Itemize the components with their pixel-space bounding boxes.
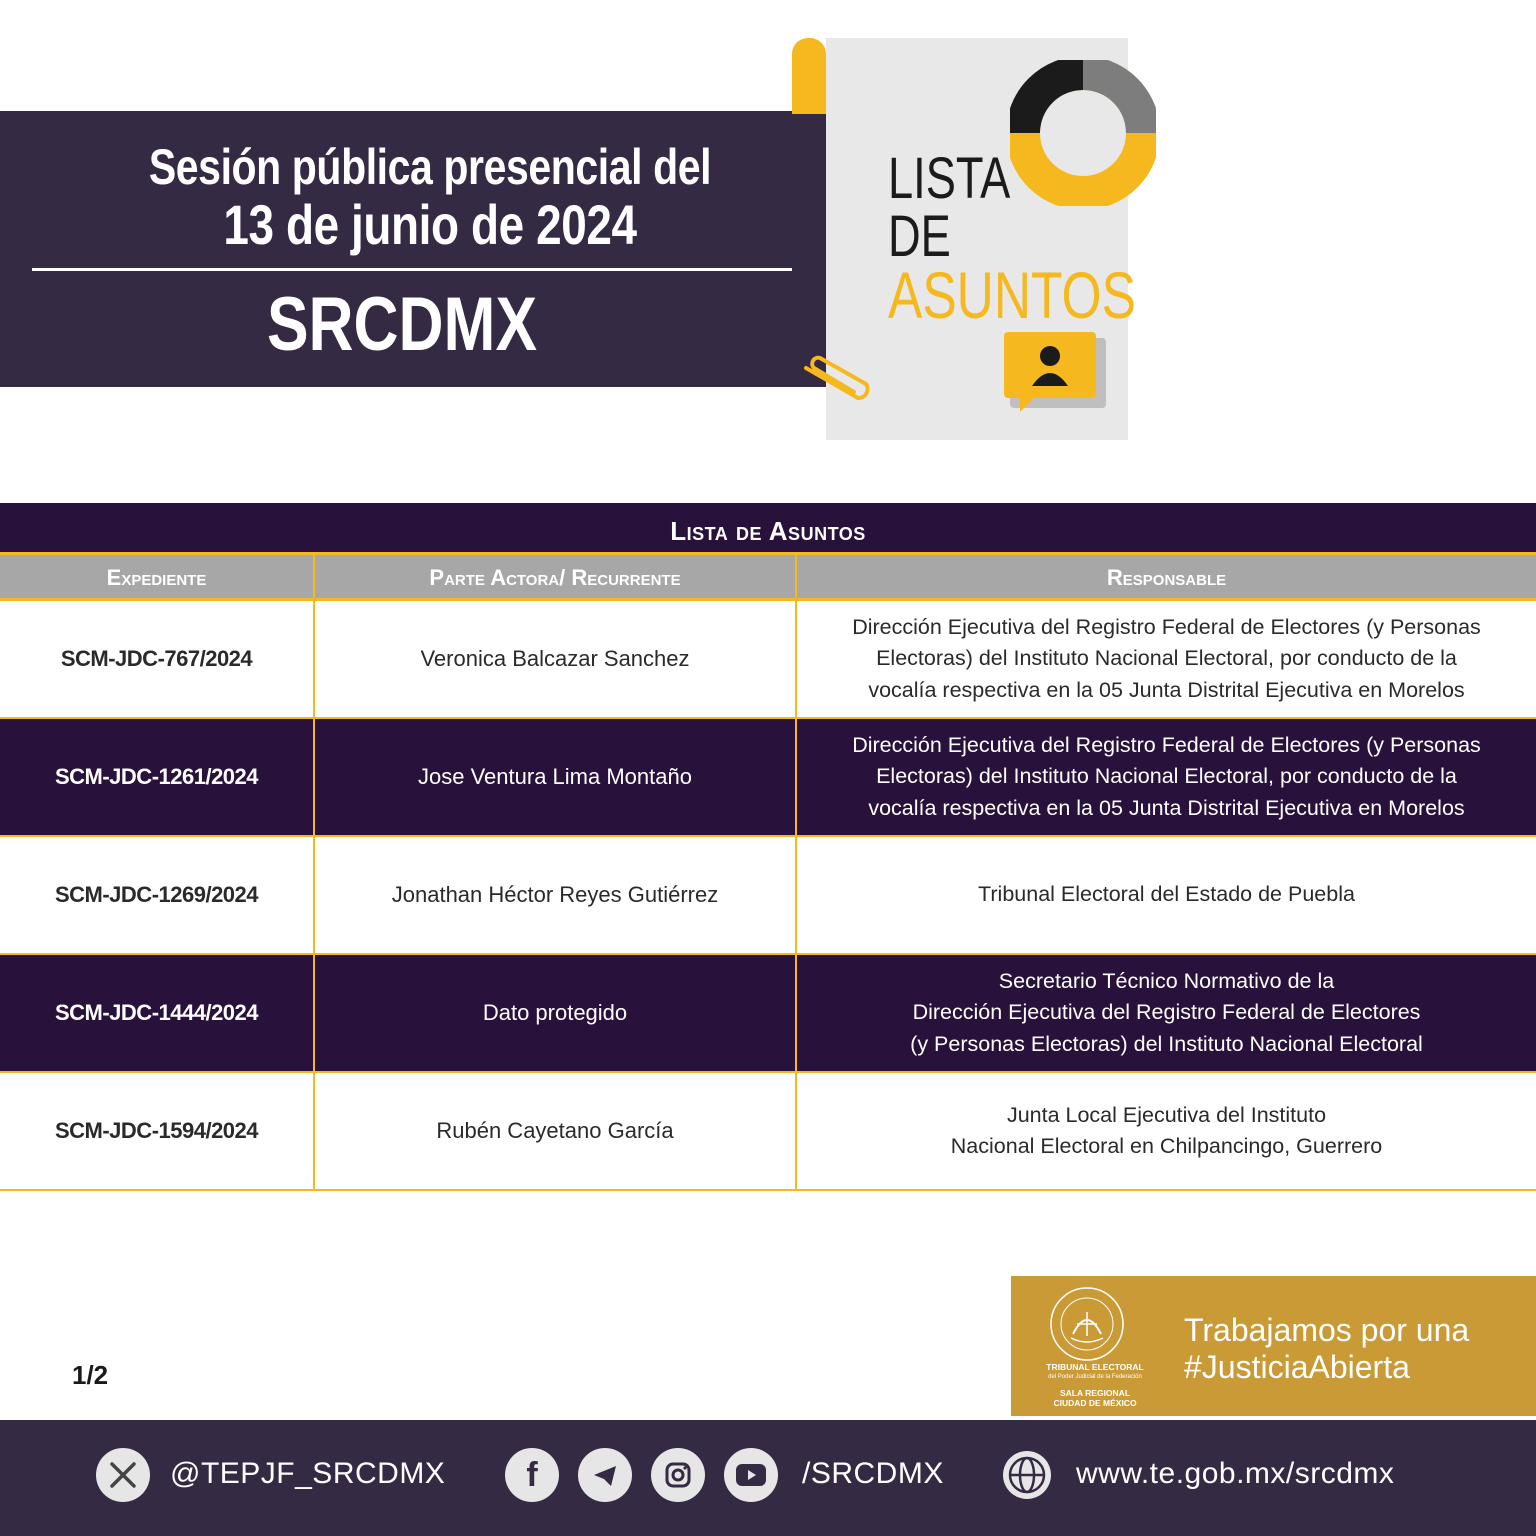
cell-responsable: Dirección Ejecutiva del Registro Federal de Electores (y Personas Electoras) del Instituto Nacional Electoral, por conducto de la vocalía respectiva en la 05 Junta Distrital Ejecutiva en Morelos	[852, 732, 1481, 820]
user-chat-icon	[1002, 330, 1110, 420]
page-subtitle: SRCDMX	[266, 282, 538, 367]
telegram-icon[interactable]	[578, 1448, 632, 1502]
table-row	[0, 601, 1536, 719]
x-icon[interactable]	[96, 1448, 150, 1502]
title-line-1: Sesión pública presencial del	[148, 139, 712, 195]
x-handle-link[interactable]: @TEPJF_SRCDMX	[170, 1457, 446, 1490]
seal-caption	[1035, 1362, 1155, 1408]
seal-text-4: CIUDAD DE MÉXICO	[1053, 1398, 1137, 1408]
social-handle-link[interactable]: /SRCDMX	[802, 1457, 944, 1490]
page-title	[30, 138, 830, 254]
cell-expediente: SCM-JDC-1594/2024	[0, 1073, 315, 1189]
table-row	[0, 955, 1536, 1073]
table-row	[0, 1073, 1536, 1191]
justicia-abierta-banner	[1011, 1276, 1536, 1416]
youtube-icon[interactable]	[724, 1448, 778, 1502]
column-header-actor: Parte Actora/ Recurrente	[315, 555, 797, 598]
table-header	[0, 555, 1536, 601]
table-row	[0, 837, 1536, 955]
title-line-2: 13 de junio de 2024	[223, 193, 637, 256]
seal-text-1: TRIBUNAL ELECTORAL	[1046, 1362, 1144, 1372]
table-row	[0, 719, 1536, 837]
justicia-message	[1184, 1312, 1469, 1386]
footer	[0, 1420, 1536, 1536]
badge-text	[888, 146, 1136, 332]
cell-actor: Veronica Balcazar Sanchez	[315, 601, 797, 717]
seal-text-3: SALA REGIONAL	[1059, 1388, 1131, 1398]
cell-expediente: SCM-JDC-1269/2024	[0, 837, 315, 953]
page-indicator: 1/2	[72, 1360, 109, 1390]
document-tab-decoration	[792, 38, 826, 114]
cell-responsable: Tribunal Electoral del Estado de Puebla	[978, 882, 1355, 907]
globe-icon[interactable]	[1000, 1448, 1054, 1502]
paperclip-icon	[796, 350, 874, 410]
facebook-icon[interactable]: f	[505, 1448, 559, 1502]
cell-actor: Jose Ventura Lima Montaño	[315, 719, 797, 835]
national-seal-icon	[1047, 1284, 1127, 1364]
column-header-responsable: Responsable	[1106, 565, 1227, 590]
cell-actor: Dato protegido	[315, 955, 797, 1071]
cell-expediente: SCM-JDC-1261/2024	[0, 719, 315, 835]
cell-responsable: Secretario Técnico Normativo de la Dirección Ejecutiva del Registro Federal de Electores (y Personas Electoras) del Instituto Nacional Electoral	[910, 968, 1423, 1056]
cell-expediente: SCM-JDC-767/2024	[0, 601, 315, 717]
table-title: Lista de Asuntos	[0, 503, 1536, 555]
cell-responsable: Dirección Ejecutiva del Registro Federal de Electores (y Personas Electoras) del Instituto Nacional Electoral, por conducto de la vocalía respectiva en la 05 Junta Distrital Ejecutiva en Morelos	[852, 614, 1481, 702]
badge-line-1: LISTA	[888, 146, 1011, 211]
justicia-line-1: Trabajamos por una	[1184, 1312, 1470, 1348]
cell-actor: Rubén Cayetano García	[315, 1073, 797, 1189]
title-divider	[32, 268, 792, 271]
cell-actor: Jonathan Héctor Reyes Gutiérrez	[315, 837, 797, 953]
badge-line-2: DE	[888, 204, 951, 269]
badge-line-3: ASUNTOS	[888, 258, 1136, 332]
justicia-line-2: #JusticiaAbierta	[1184, 1349, 1410, 1385]
instagram-icon[interactable]	[651, 1448, 705, 1502]
column-header-expediente: Expediente	[0, 555, 315, 598]
seal-text-2: del Poder Judicial de la Federación	[1048, 1374, 1142, 1380]
cell-responsable: Junta Local Ejecutiva del Instituto Nacional Electoral en Chilpancingo, Guerrero	[950, 1102, 1383, 1158]
cell-expediente: SCM-JDC-1444/2024	[0, 955, 315, 1071]
cases-table	[0, 503, 1536, 1191]
website-link[interactable]: www.te.gob.mx/srcdmx	[1076, 1457, 1395, 1490]
